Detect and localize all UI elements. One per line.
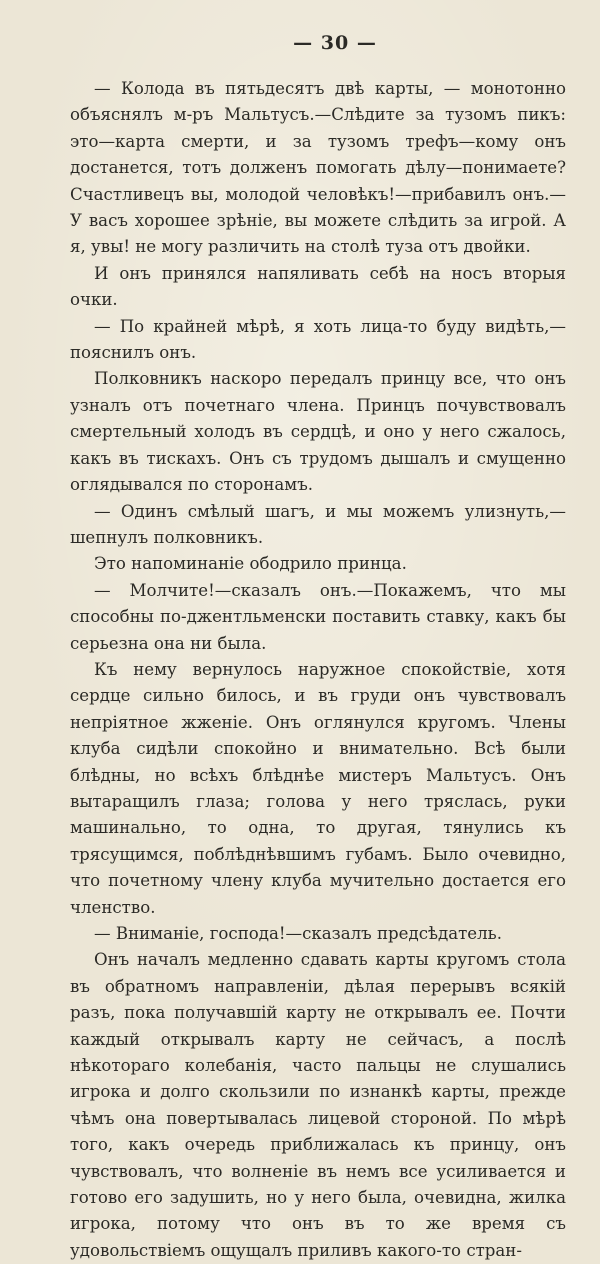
paragraph: Онъ началъ медленно сдавать карты кругомъ стола въ обратномъ направленіи, дѣлая перерывъ всякій разъ, пока получавшій карту не открывалъ ее. Почти каждый открывалъ карту не сейчасъ, а послѣ нѣкотораго колебанія, часто пальцы не слушались игрока и долго скользили по изнанкѣ карты, прежде чѣмъ она повертывалась лицевой стороной. По мѣрѣ того, какъ очередь приближалась къ принцу, онъ чувствовалъ, что волненіе въ немъ все усиливается и готово его задушить, но у него была, очевидна, жилка игрока, потому что онъ въ то же время съ удовольствіемъ ощущалъ приливъ какого-то стран-	[70, 950, 566, 1260]
paragraph: — Одинъ смѣлый шагъ, и мы можемъ улизнуть,—шепнулъ полковникъ.	[70, 501, 566, 547]
page-number: — 30 —	[293, 32, 377, 54]
paragraph: И онъ принялся напяливать себѣ на носъ вторыя очки.	[70, 263, 566, 310]
paragraph: Это напоминаніе ободрило принца.	[94, 554, 407, 574]
paragraph: Къ нему вернулось наружное спокойствіе, хотя сердце сильно билось, и въ груди онъ чувствовалъ непріятное жженіе. Онъ оглянулся кругомъ. Члены клуба сидѣли спокойно и внимательно. Всѣ были блѣдны, но всѣхъ блѣднѣе мистеръ Мальтусъ. Онъ вытаращилъ глаза; голова у него тряслась, руки машинально, то одна, то другая, тянулись къ трясущимся, поблѣднѣвшимъ губамъ. Было очевидно, что почетному члену клуба мучительно достается его членство.	[70, 659, 566, 917]
paragraph: — По крайней мѣрѣ, я хоть лица-то буду видѣть,—пояснилъ онъ.	[70, 316, 566, 363]
page-body	[70, 76, 566, 1264]
paragraph: — Молчите!—сказалъ онъ.—Покажемъ, что мы способны по-джентльменски поставить ставку, какъ бы серьезна она ни была.	[70, 580, 566, 653]
paragraph: — Вниманіе, господа!—сказалъ предсѣдатель.	[94, 924, 502, 943]
paragraph: Полковникъ наскоро передалъ принцу все, что онъ узналъ отъ почетнаго члена. Принцъ почувствовалъ смертельный холодъ въ сердцѣ, и оно у него сжалось, какъ въ тискахъ. Онъ съ трудомъ дышалъ и смущенно оглядывался по сторонамъ.	[70, 369, 566, 495]
paragraph: — Колода въ пятьдесятъ двѣ карты, — монотонно объяснялъ м-ръ Мальтусъ.—Слѣдите за тузомъ пикъ: это—карта смерти, и за тузомъ трефъ—кому онъ достанется, тотъ долженъ помогать дѣлу—понимаете? Счастливецъ вы, молодой человѣкъ!—прибавилъ онъ.—У васъ хорошее зрѣніе, вы можете слѣдить за игрой. А я, увы! не могу различить на столѣ туза отъ двойки.	[70, 79, 566, 257]
